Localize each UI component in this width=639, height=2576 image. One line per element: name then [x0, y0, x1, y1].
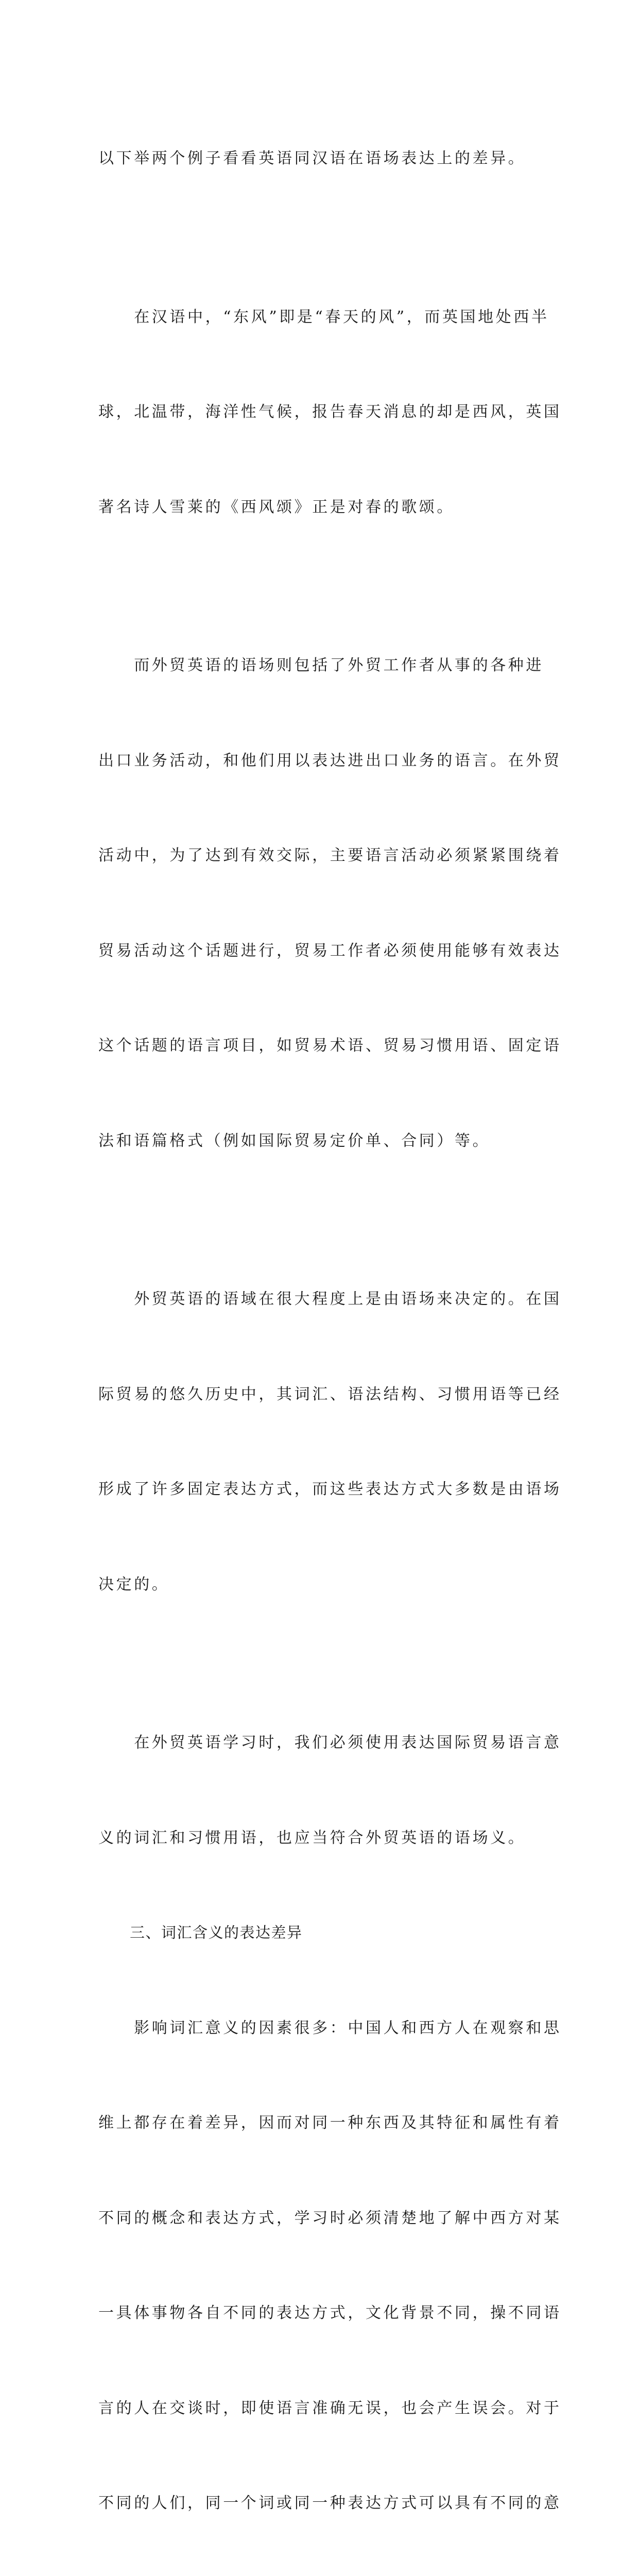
paragraph-3 [98, 586, 541, 1220]
paragraph-line: 际贸易的悠久历史中，其词汇、语法结构、习惯用语等已经 [98, 1379, 541, 1411]
paragraph-4 [98, 1220, 541, 1664]
paragraph-line: 言的人在交谈时，即使语言准确无误，也会产生误会。对于 [98, 2393, 541, 2425]
paragraph-line: 著名诗人雪莱的《西风颂》正是对春的歌颂。 [98, 492, 541, 523]
paragraph-line: 外贸英语的语域在很大程度上是由语场来决定的。在国 [98, 1283, 541, 1315]
document-body [98, 79, 541, 2576]
paragraph-line: 维上都存在着差异，因而对同一种东西及其特征和属性有着 [98, 2107, 541, 2139]
paragraph-line: 义的词汇和习惯用语，也应当符合外贸英语的语场义。 [98, 1822, 541, 1854]
section-heading: 三、词汇含义的表达差异 [98, 1917, 541, 1949]
paragraph-2 [98, 238, 541, 587]
document-page [0, 0, 639, 904]
paragraph-6 [98, 1949, 541, 2576]
paragraph-line: 贸易活动这个话题进行，贸易工作者必须使用能够有效表达 [98, 935, 541, 967]
paragraph-5 [98, 1664, 541, 1917]
paragraph-line: 在外贸英语学习时，我们必须使用表达国际贸易语言意 [98, 1727, 541, 1759]
paragraph-line: 球，北温带，海洋性气候，报告春天消息的却是西风，英国 [98, 396, 541, 428]
paragraph-line: 不同的概念和表达方式，学习时必须清楚地了解中西方对某 [98, 2202, 541, 2234]
paragraph-line: 影响词汇意义的因素很多：中国人和西方人在观察和思 [98, 2012, 541, 2044]
paragraph-line: 而外贸英语的语场则包括了外贸工作者从事的各种进 [98, 650, 541, 682]
paragraph-line: 一具体事物各自不同的表达方式，文化背景不同，操不同语 [98, 2297, 541, 2329]
paragraph-line: 形成了许多固定表达方式，而这些表达方式大多数是由语场 [98, 1473, 541, 1505]
paragraph-line: 在汉语中，“东风”即是“春天的风”，而英国地处西半 [98, 301, 541, 333]
paragraph-1 [98, 79, 541, 238]
paragraph-line: 决定的。 [98, 1569, 541, 1601]
paragraph-line: 活动中，为了达到有效交际，主要语言活动必须紧紧围绕着 [98, 840, 541, 872]
paragraph-line: 法和语篇格式（例如国际贸易定价单、合同）等。 [98, 1125, 541, 1157]
paragraph-line: 这个话题的语言项目，如贸易术语、贸易习惯用语、固定语 [98, 1030, 541, 1062]
paragraph-line: 不同的人们，同一个词或同一种表达方式可以具有不同的意 [98, 2487, 541, 2519]
paragraph-line: 出口业务活动，和他们用以表达进出口业务的语言。在外贸 [98, 745, 541, 777]
paragraph-line: 以下举两个例子看看英语同汉语在语场表达上的差异。 [98, 143, 541, 175]
